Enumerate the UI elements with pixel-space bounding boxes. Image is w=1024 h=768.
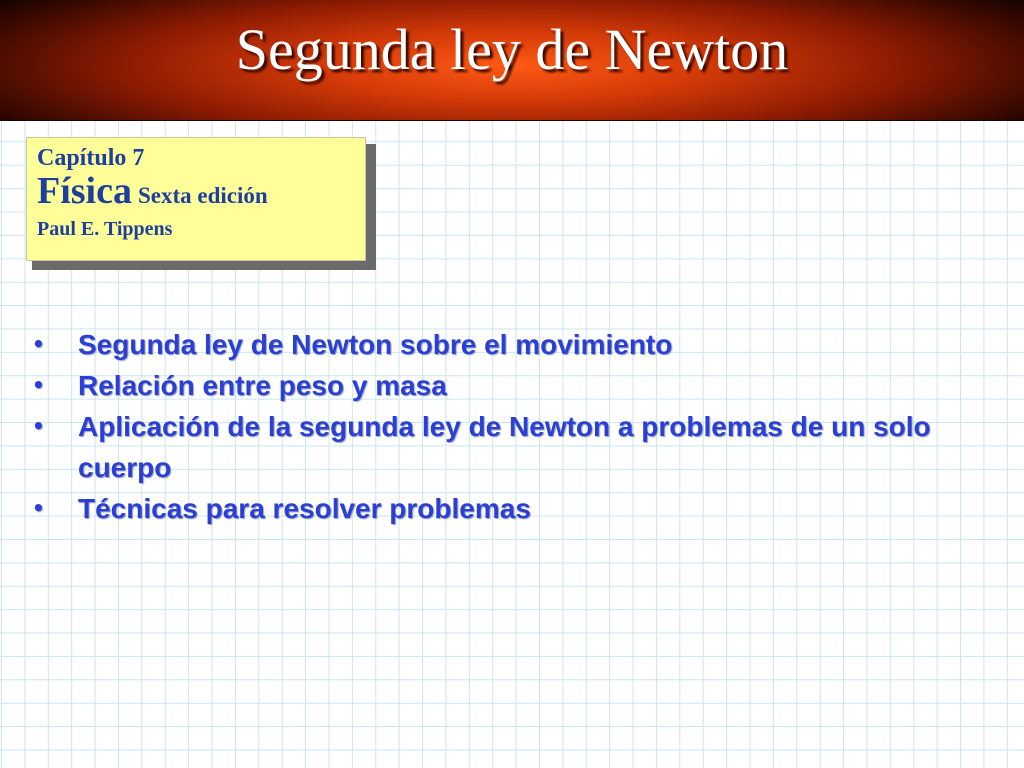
list-item-text: Segunda ley de Newton sobre el movimiento [78, 329, 673, 360]
bullet-icon: • [32, 496, 45, 520]
author-name: Paul E. Tippens [37, 218, 173, 240]
topic-list [32, 324, 992, 529]
slide-title: Segunda ley de Newton [235, 17, 789, 82]
book-title: Física [37, 170, 132, 212]
list-item-text: Aplicación de la segunda ley de Newton a problemas de un solo cuerpo [78, 411, 931, 483]
chapter-label: Capítulo 7 [37, 145, 145, 171]
bullet-icon: • [32, 414, 45, 438]
bullet-icon: • [32, 373, 45, 397]
list-item-text: Técnicas para resolver problemas [78, 493, 531, 524]
list-item [32, 406, 992, 488]
edition-label: Sexta edición [137, 183, 268, 208]
bullet-icon: • [32, 332, 45, 356]
title-banner [0, 0, 1024, 121]
book-info-box [26, 137, 366, 261]
list-item [32, 365, 992, 406]
list-item-text: Relación entre peso y masa [78, 370, 447, 401]
book-title-line [37, 172, 355, 218]
list-item [32, 488, 992, 529]
list-item [32, 324, 992, 365]
